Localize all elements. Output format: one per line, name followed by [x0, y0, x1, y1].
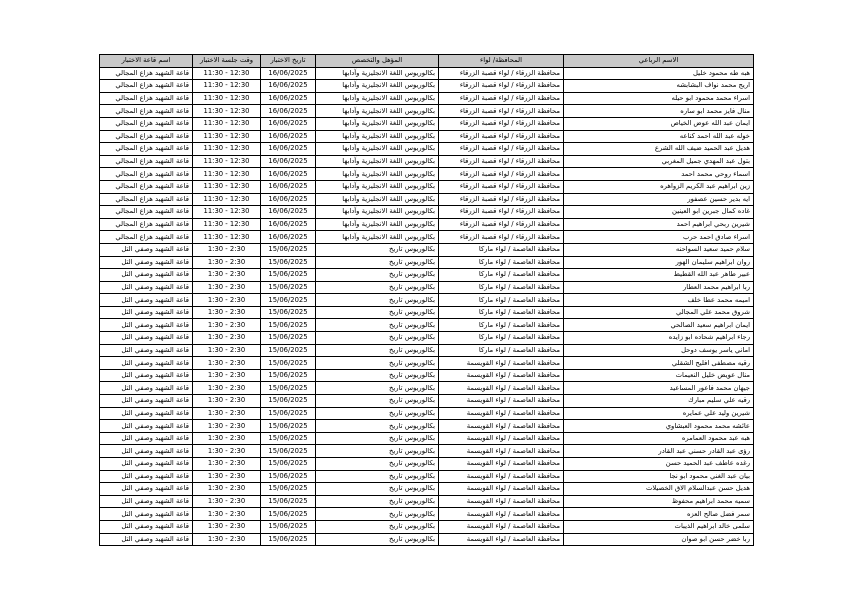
cell-exam-hall: قاعة الشهيد وصفي التل [100, 269, 193, 282]
cell-qualification: بكالوريوس اللغة الانجليزية وآدابها [316, 155, 439, 168]
cell-exam-date: 15/06/2025 [261, 294, 316, 307]
table-row [100, 256, 754, 269]
table-row [100, 206, 754, 219]
cell-session-time: 2:30 - 1:30 [193, 420, 261, 433]
cell-name: روان ابراهيم سليمان الهور [564, 256, 754, 269]
cell-exam-date: 15/06/2025 [261, 269, 316, 282]
cell-session-time: 2:30 - 1:30 [193, 344, 261, 357]
table-row [100, 218, 754, 231]
cell-governorate: محافظة العاصمة / لواء القويسمة [439, 407, 564, 420]
cell-exam-date: 16/06/2025 [261, 155, 316, 168]
cell-exam-hall: قاعة الشهيد وصفي التل [100, 382, 193, 395]
cell-qualification: بكالوريوس اللغة الانجليزية وآدابها [316, 143, 439, 156]
cell-exam-hall: قاعة الشهيد هزاع المجالي [100, 180, 193, 193]
cell-session-time: 2:30 - 1:30 [193, 319, 261, 332]
cell-session-time: 12:30 - 11:30 [193, 168, 261, 181]
cell-qualification: بكالوريوس اللغة الانجليزية وآدابها [316, 231, 439, 244]
cell-session-time: 12:30 - 11:30 [193, 105, 261, 118]
cell-exam-date: 16/06/2025 [261, 193, 316, 206]
cell-qualification: بكالوريوس تاريخ [316, 382, 439, 395]
cell-exam-hall: قاعة الشهيد وصفي التل [100, 458, 193, 471]
cell-exam-date: 16/06/2025 [261, 168, 316, 181]
cell-qualification: بكالوريوس تاريخ [316, 319, 439, 332]
header-session-time: وقت جلسة الاختبار [193, 55, 261, 68]
table-row [100, 508, 754, 521]
cell-exam-date: 16/06/2025 [261, 206, 316, 219]
cell-name: ايمان ابراهيم سعيد الصالحي [564, 319, 754, 332]
cell-qualification: بكالوريوس تاريخ [316, 470, 439, 483]
cell-governorate: محافظة الزرقاء / لواء قصبة الزرقاء [439, 218, 564, 231]
header-qualification: المؤهل والتخصص [316, 55, 439, 68]
cell-governorate: محافظة العاصمة / لواء القويسمة [439, 357, 564, 370]
cell-name: منال فايز محمد ابو ساره [564, 105, 754, 118]
header-row [100, 55, 754, 68]
cell-name: رجاء ابراهيم شحاده ابو زايده [564, 332, 754, 345]
cell-exam-hall: قاعة الشهيد وصفي التل [100, 470, 193, 483]
cell-session-time: 2:30 - 1:30 [193, 357, 261, 370]
cell-session-time: 2:30 - 1:30 [193, 294, 261, 307]
cell-name: عبير طاهر عبد الله القطيط [564, 269, 754, 282]
header-exam-date: تاريخ الاختبار [261, 55, 316, 68]
cell-exam-hall: قاعة الشهيد وصفي التل [100, 432, 193, 445]
cell-exam-hall: قاعة الشهيد وصفي التل [100, 407, 193, 420]
cell-exam-hall: قاعة الشهيد هزاع المجالي [100, 105, 193, 118]
table-row [100, 432, 754, 445]
table-row [100, 243, 754, 256]
cell-exam-date: 15/06/2025 [261, 533, 316, 546]
cell-governorate: محافظة الزرقاء / لواء قصبة الزرقاء [439, 155, 564, 168]
cell-governorate: محافظة العاصمة / لواء القويسمة [439, 533, 564, 546]
cell-name: بتول عبد المهدي جميل المغربي [564, 155, 754, 168]
cell-name: زين ابراهيم عبد الكريم الزواهره [564, 180, 754, 193]
cell-qualification: بكالوريوس اللغة الانجليزية وآدابها [316, 117, 439, 130]
cell-session-time: 12:30 - 11:30 [193, 130, 261, 143]
cell-qualification: بكالوريوس تاريخ [316, 520, 439, 533]
cell-session-time: 12:30 - 11:30 [193, 80, 261, 93]
cell-exam-hall: قاعة الشهيد وصفي التل [100, 281, 193, 294]
cell-governorate: محافظة العاصمة / لواء ماركا [439, 344, 564, 357]
cell-name: سمر فضل صالح العزه [564, 508, 754, 521]
table-row [100, 495, 754, 508]
cell-qualification: بكالوريوس تاريخ [316, 294, 439, 307]
cell-exam-date: 15/06/2025 [261, 256, 316, 269]
cell-name: ربا خضر حسن ابو صوان [564, 533, 754, 546]
cell-exam-date: 15/06/2025 [261, 369, 316, 382]
cell-session-time: 12:30 - 11:30 [193, 143, 261, 156]
cell-session-time: 2:30 - 1:30 [193, 256, 261, 269]
cell-session-time: 12:30 - 11:30 [193, 180, 261, 193]
cell-exam-date: 15/06/2025 [261, 332, 316, 345]
cell-qualification: بكالوريوس تاريخ [316, 306, 439, 319]
cell-governorate: محافظة الزرقاء / لواء قصبة الزرقاء [439, 180, 564, 193]
cell-governorate: محافظة العاصمة / لواء ماركا [439, 319, 564, 332]
cell-name: جيهان محمد فاعور المساعيد [564, 382, 754, 395]
cell-name: شروق محمد علي المجالي [564, 306, 754, 319]
cell-session-time: 12:30 - 11:30 [193, 92, 261, 105]
table-row [100, 319, 754, 332]
cell-exam-hall: قاعة الشهيد هزاع المجالي [100, 168, 193, 181]
cell-governorate: محافظة العاصمة / لواء القويسمة [439, 445, 564, 458]
cell-qualification: بكالوريوس اللغة الانجليزية وآدابها [316, 105, 439, 118]
cell-qualification: بكالوريوس تاريخ [316, 495, 439, 508]
cell-governorate: محافظة العاصمة / لواء ماركا [439, 306, 564, 319]
cell-governorate: محافظة العاصمة / لواء ماركا [439, 243, 564, 256]
cell-exam-hall: قاعة الشهيد وصفي التل [100, 344, 193, 357]
cell-governorate: محافظة الزرقاء / لواء قصبة الزرقاء [439, 193, 564, 206]
cell-exam-date: 15/06/2025 [261, 306, 316, 319]
table-row [100, 520, 754, 533]
cell-name: ايه بدير حسين عصفور [564, 193, 754, 206]
cell-governorate: محافظة الزرقاء / لواء قصبة الزرقاء [439, 105, 564, 118]
cell-session-time: 12:30 - 11:30 [193, 206, 261, 219]
table-row [100, 143, 754, 156]
cell-session-time: 2:30 - 1:30 [193, 306, 261, 319]
cell-session-time: 12:30 - 11:30 [193, 67, 261, 80]
cell-governorate: محافظة العاصمة / لواء القويسمة [439, 420, 564, 433]
cell-exam-hall: قاعة الشهيد هزاع المجالي [100, 206, 193, 219]
table-row [100, 483, 754, 496]
cell-qualification: بكالوريوس اللغة الانجليزية وآدابها [316, 193, 439, 206]
cell-governorate: محافظة الزرقاء / لواء قصبة الزرقاء [439, 92, 564, 105]
cell-governorate: محافظة العاصمة / لواء ماركا [439, 269, 564, 282]
cell-exam-hall: قاعة الشهيد وصفي التل [100, 369, 193, 382]
cell-name: رقيه مصطفى افليح الشقلي [564, 357, 754, 370]
cell-qualification: بكالوريوس تاريخ [316, 420, 439, 433]
cell-name: سلمى خالد ابراهيم الذيبات [564, 520, 754, 533]
cell-name: هبه عبد محمود العمامره [564, 432, 754, 445]
cell-session-time: 2:30 - 1:30 [193, 243, 261, 256]
cell-governorate: محافظة العاصمة / لواء القويسمة [439, 395, 564, 408]
cell-name: ربا ابراهيم محمد العطار [564, 281, 754, 294]
cell-exam-date: 15/06/2025 [261, 458, 316, 471]
cell-name: هديل حسن عبدالسلام الاق الخصيلات [564, 483, 754, 496]
cell-session-time: 12:30 - 11:30 [193, 193, 261, 206]
table-row [100, 105, 754, 118]
cell-exam-hall: قاعة الشهيد وصفي التل [100, 483, 193, 496]
cell-name: اميمه محمد عطا خلف [564, 294, 754, 307]
cell-session-time: 2:30 - 1:30 [193, 508, 261, 521]
cell-name: اسراء صادق احمد حرب [564, 231, 754, 244]
cell-governorate: محافظة العاصمة / لواء القويسمة [439, 483, 564, 496]
cell-qualification: بكالوريوس تاريخ [316, 357, 439, 370]
cell-session-time: 2:30 - 1:30 [193, 407, 261, 420]
table-row [100, 357, 754, 370]
cell-exam-date: 15/06/2025 [261, 395, 316, 408]
table-row [100, 470, 754, 483]
table-row [100, 533, 754, 546]
cell-exam-date: 15/06/2025 [261, 420, 316, 433]
cell-governorate: محافظة الزرقاء / لواء قصبة الزرقاء [439, 168, 564, 181]
cell-exam-date: 15/06/2025 [261, 319, 316, 332]
cell-exam-date: 16/06/2025 [261, 67, 316, 80]
cell-governorate: محافظة العاصمة / لواء القويسمة [439, 470, 564, 483]
cell-exam-date: 15/06/2025 [261, 243, 316, 256]
cell-exam-hall: قاعة الشهيد وصفي التل [100, 256, 193, 269]
cell-name: عائشه محمد محمود العبشاوي [564, 420, 754, 433]
table-row [100, 67, 754, 80]
cell-qualification: بكالوريوس اللغة الانجليزية وآدابها [316, 180, 439, 193]
cell-exam-hall: قاعة الشهيد وصفي التل [100, 243, 193, 256]
table-row [100, 344, 754, 357]
cell-name: اريج محمد نواف البشابشه [564, 80, 754, 93]
cell-exam-hall: قاعة الشهيد هزاع المجالي [100, 143, 193, 156]
cell-governorate: محافظة الزرقاء / لواء قصبة الزرقاء [439, 67, 564, 80]
cell-name: سلام حميد سعيد السواحنه [564, 243, 754, 256]
table-row [100, 332, 754, 345]
cell-qualification: بكالوريوس اللغة الانجليزية وآدابها [316, 168, 439, 181]
cell-exam-date: 15/06/2025 [261, 520, 316, 533]
table-row [100, 80, 754, 93]
cell-name: شيرين ربحي ابراهيم احمد [564, 218, 754, 231]
cell-qualification: بكالوريوس تاريخ [316, 445, 439, 458]
table-row [100, 193, 754, 206]
cell-qualification: بكالوريوس تاريخ [316, 432, 439, 445]
table-row [100, 117, 754, 130]
cell-session-time: 2:30 - 1:30 [193, 395, 261, 408]
cell-name: منال عويض خليل النعيمات [564, 369, 754, 382]
cell-qualification: بكالوريوس تاريخ [316, 269, 439, 282]
cell-exam-hall: قاعة الشهيد وصفي التل [100, 357, 193, 370]
cell-name: غاده كمال جبرين ابو العينين [564, 206, 754, 219]
table-row [100, 395, 754, 408]
cell-exam-hall: قاعة الشهيد هزاع المجالي [100, 80, 193, 93]
cell-exam-date: 15/06/2025 [261, 495, 316, 508]
cell-governorate: محافظة العاصمة / لواء ماركا [439, 294, 564, 307]
cell-name: هديل عبد الحميد ضيف الله الشرع [564, 143, 754, 156]
cell-name: ايمان عبد الله عوض الخياص [564, 117, 754, 130]
cell-name: اسراء محمد محمود ابو حيله [564, 92, 754, 105]
cell-exam-hall: قاعة الشهيد وصفي التل [100, 420, 193, 433]
cell-name: اسماء روحي محمد احمد [564, 168, 754, 181]
cell-exam-date: 15/06/2025 [261, 483, 316, 496]
cell-session-time: 2:30 - 1:30 [193, 369, 261, 382]
cell-exam-hall: قاعة الشهيد هزاع المجالي [100, 130, 193, 143]
table-row [100, 445, 754, 458]
cell-name: هبه طه محمود خليل [564, 67, 754, 80]
cell-qualification: بكالوريوس تاريخ [316, 483, 439, 496]
cell-name: شيرين وليد علي عمايره [564, 407, 754, 420]
table-row [100, 180, 754, 193]
cell-governorate: محافظة الزرقاء / لواء قصبة الزرقاء [439, 231, 564, 244]
cell-exam-date: 16/06/2025 [261, 218, 316, 231]
cell-session-time: 2:30 - 1:30 [193, 520, 261, 533]
cell-governorate: محافظة العاصمة / لواء ماركا [439, 332, 564, 345]
exam-schedule-table [99, 54, 754, 546]
table-row [100, 306, 754, 319]
cell-exam-date: 16/06/2025 [261, 143, 316, 156]
cell-exam-hall: قاعة الشهيد وصفي التل [100, 294, 193, 307]
cell-name: اماني ياسر يوسف دوحل [564, 344, 754, 357]
table-row [100, 458, 754, 471]
cell-qualification: بكالوريوس تاريخ [316, 369, 439, 382]
cell-governorate: محافظة العاصمة / لواء القويسمة [439, 508, 564, 521]
cell-exam-hall: قاعة الشهيد هزاع المجالي [100, 155, 193, 168]
cell-name: خوله عبد الله احمد كناعه [564, 130, 754, 143]
cell-name: سميه محمد ابراهيم محفوظ [564, 495, 754, 508]
cell-qualification: بكالوريوس تاريخ [316, 458, 439, 471]
cell-exam-hall: قاعة الشهيد هزاع المجالي [100, 92, 193, 105]
cell-exam-date: 15/06/2025 [261, 445, 316, 458]
table-row [100, 369, 754, 382]
cell-name: رؤى عبد القادر حسني عبد القادر [564, 445, 754, 458]
cell-exam-date: 16/06/2025 [261, 180, 316, 193]
cell-qualification: بكالوريوس اللغة الانجليزية وآدابها [316, 218, 439, 231]
cell-exam-hall: قاعة الشهيد وصفي التل [100, 533, 193, 546]
cell-governorate: محافظة العاصمة / لواء القويسمة [439, 369, 564, 382]
cell-qualification: بكالوريوس تاريخ [316, 344, 439, 357]
cell-exam-date: 16/06/2025 [261, 80, 316, 93]
cell-governorate: محافظة العاصمة / لواء القويسمة [439, 495, 564, 508]
cell-exam-date: 16/06/2025 [261, 231, 316, 244]
cell-exam-hall: قاعة الشهيد وصفي التل [100, 395, 193, 408]
cell-governorate: محافظة العاصمة / لواء القويسمة [439, 382, 564, 395]
cell-qualification: بكالوريوس تاريخ [316, 332, 439, 345]
cell-session-time: 2:30 - 1:30 [193, 533, 261, 546]
cell-qualification: بكالوريوس اللغة الانجليزية وآدابها [316, 92, 439, 105]
cell-session-time: 2:30 - 1:30 [193, 483, 261, 496]
cell-exam-hall: قاعة الشهيد وصفي التل [100, 508, 193, 521]
cell-session-time: 12:30 - 11:30 [193, 155, 261, 168]
header-governorate: المحافظة/ لواء [439, 55, 564, 68]
cell-session-time: 2:30 - 1:30 [193, 495, 261, 508]
cell-exam-date: 15/06/2025 [261, 508, 316, 521]
cell-session-time: 2:30 - 1:30 [193, 332, 261, 345]
cell-exam-date: 15/06/2025 [261, 281, 316, 294]
cell-session-time: 2:30 - 1:30 [193, 382, 261, 395]
cell-exam-hall: قاعة الشهيد هزاع المجالي [100, 67, 193, 80]
cell-governorate: محافظة العاصمة / لواء القويسمة [439, 458, 564, 471]
cell-governorate: محافظة الزرقاء / لواء قصبة الزرقاء [439, 143, 564, 156]
cell-governorate: محافظة العاصمة / لواء القويسمة [439, 520, 564, 533]
cell-exam-date: 16/06/2025 [261, 117, 316, 130]
cell-qualification: بكالوريوس اللغة الانجليزية وآدابها [316, 130, 439, 143]
cell-exam-date: 16/06/2025 [261, 130, 316, 143]
cell-session-time: 2:30 - 1:30 [193, 445, 261, 458]
cell-session-time: 2:30 - 1:30 [193, 458, 261, 471]
cell-exam-date: 15/06/2025 [261, 344, 316, 357]
cell-exam-hall: قاعة الشهيد وصفي التل [100, 306, 193, 319]
cell-qualification: بكالوريوس تاريخ [316, 407, 439, 420]
cell-session-time: 2:30 - 1:30 [193, 432, 261, 445]
cell-governorate: محافظة الزرقاء / لواء قصبة الزرقاء [439, 206, 564, 219]
cell-exam-hall: قاعة الشهيد وصفي التل [100, 445, 193, 458]
table-row [100, 130, 754, 143]
table-row [100, 155, 754, 168]
cell-exam-hall: قاعة الشهيد وصفي التل [100, 319, 193, 332]
cell-exam-hall: قاعة الشهيد هزاع المجالي [100, 117, 193, 130]
cell-qualification: بكالوريوس تاريخ [316, 508, 439, 521]
header-name: الاسم الرباعي [564, 55, 754, 68]
cell-exam-date: 16/06/2025 [261, 105, 316, 118]
cell-exam-hall: قاعة الشهيد وصفي التل [100, 332, 193, 345]
cell-qualification: بكالوريوس اللغة الانجليزية وآدابها [316, 67, 439, 80]
cell-session-time: 12:30 - 11:30 [193, 117, 261, 130]
table-row [100, 407, 754, 420]
cell-governorate: محافظة العاصمة / لواء القويسمة [439, 432, 564, 445]
cell-exam-hall: قاعة الشهيد هزاع المجالي [100, 193, 193, 206]
cell-qualification: بكالوريوس تاريخ [316, 243, 439, 256]
cell-governorate: محافظة الزرقاء / لواء قصبة الزرقاء [439, 117, 564, 130]
cell-exam-date: 15/06/2025 [261, 432, 316, 445]
cell-name: بيان عبد الغني محمود ابو نجا [564, 470, 754, 483]
cell-session-time: 2:30 - 1:30 [193, 269, 261, 282]
cell-session-time: 12:30 - 11:30 [193, 218, 261, 231]
cell-exam-date: 15/06/2025 [261, 382, 316, 395]
table-row [100, 269, 754, 282]
cell-exam-date: 15/06/2025 [261, 357, 316, 370]
table-row [100, 294, 754, 307]
table-row [100, 92, 754, 105]
cell-exam-date: 15/06/2025 [261, 407, 316, 420]
table-row [100, 382, 754, 395]
cell-governorate: محافظة الزرقاء / لواء قصبة الزرقاء [439, 80, 564, 93]
cell-qualification: بكالوريوس تاريخ [316, 533, 439, 546]
cell-qualification: بكالوريوس اللغة الانجليزية وآدابها [316, 80, 439, 93]
cell-name: رقيه علي سليم مبارك [564, 395, 754, 408]
cell-qualification: بكالوريوس تاريخ [316, 281, 439, 294]
cell-exam-date: 15/06/2025 [261, 470, 316, 483]
cell-governorate: محافظة العاصمة / لواء ماركا [439, 281, 564, 294]
cell-session-time: 2:30 - 1:30 [193, 470, 261, 483]
cell-exam-hall: قاعة الشهيد وصفي التل [100, 495, 193, 508]
cell-exam-date: 16/06/2025 [261, 92, 316, 105]
table-row [100, 231, 754, 244]
header-exam-hall: اسم قاعة الاختبار [100, 55, 193, 68]
cell-qualification: بكالوريوس تاريخ [316, 256, 439, 269]
cell-governorate: محافظة العاصمة / لواء ماركا [439, 256, 564, 269]
table-row [100, 420, 754, 433]
cell-governorate: محافظة الزرقاء / لواء قصبة الزرقاء [439, 130, 564, 143]
table-row [100, 168, 754, 181]
cell-name: رغده عاطف عبد الحميد حسن [564, 458, 754, 471]
cell-session-time: 2:30 - 1:30 [193, 281, 261, 294]
table-row [100, 281, 754, 294]
cell-exam-hall: قاعة الشهيد هزاع المجالي [100, 218, 193, 231]
cell-session-time: 12:30 - 11:30 [193, 231, 261, 244]
cell-exam-hall: قاعة الشهيد وصفي التل [100, 520, 193, 533]
cell-exam-hall: قاعة الشهيد هزاع المجالي [100, 231, 193, 244]
cell-qualification: بكالوريوس تاريخ [316, 395, 439, 408]
cell-qualification: بكالوريوس اللغة الانجليزية وآدابها [316, 206, 439, 219]
